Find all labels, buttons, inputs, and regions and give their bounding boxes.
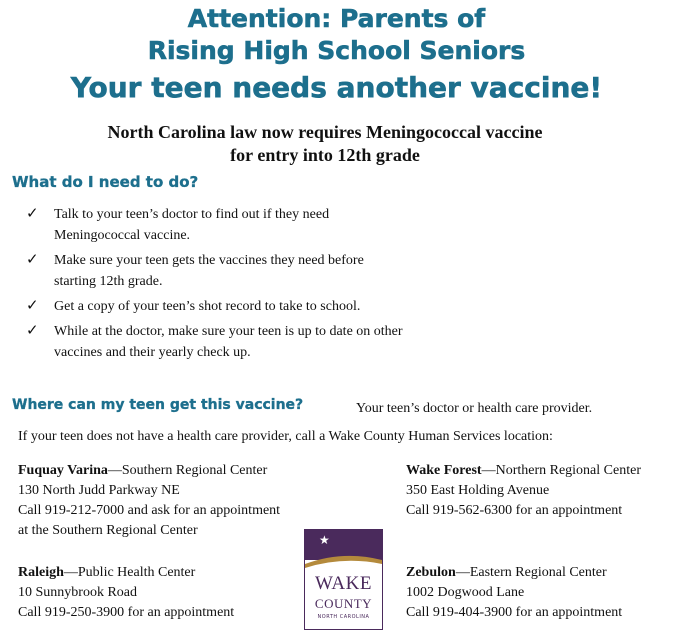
what-to-do-title: What do I need to do? xyxy=(12,173,199,191)
check-icon: ✓ xyxy=(26,321,39,339)
checklist-item xyxy=(24,296,404,317)
checklist xyxy=(24,204,404,367)
location-phone: Call 919-404-3900 for an appointment xyxy=(406,605,623,620)
check-icon: ✓ xyxy=(26,296,39,314)
checklist-item xyxy=(24,250,404,292)
location-address: 10 Sunnybrook Road xyxy=(18,585,137,600)
location-extra: at the Southern Regional Center xyxy=(18,523,198,538)
location-center: —Northern Regional Center xyxy=(481,463,641,478)
location-phone: Call 919-212-7000 and ask for an appointment xyxy=(18,503,281,518)
checklist-item-text: Talk to your teen’s doctor to find out if they need Meningococcal vaccine. xyxy=(54,207,330,243)
wake-county-logo xyxy=(304,529,383,630)
where-answer: Your teen’s doctor or health care provider. xyxy=(356,401,593,416)
checklist-item xyxy=(24,321,404,363)
location-heading xyxy=(406,563,622,583)
location-address: 350 East Holding Avenue xyxy=(406,483,550,498)
headline-line-1: Attention: Parents of xyxy=(187,4,486,33)
location-center: —Public Health Center xyxy=(63,565,196,580)
checklist-item xyxy=(24,204,404,246)
location-heading xyxy=(18,461,280,481)
location-name: Wake Forest xyxy=(406,463,482,478)
star-icon: ★ xyxy=(319,533,330,547)
where-title: Where can my teen get this vaccine? xyxy=(12,397,304,413)
location-heading xyxy=(406,461,641,481)
location-raleigh xyxy=(18,563,234,623)
checklist-item-text: Get a copy of your teen’s shot record to take to school. xyxy=(54,299,361,314)
logo-county-text: COUNTY xyxy=(314,596,373,611)
logo-wake-text: WAKE xyxy=(315,573,372,594)
logo-swoosh xyxy=(305,552,382,570)
headline-line-3: Your teen needs another vaccine! xyxy=(70,71,603,104)
subhead-line-1: North Carolina law now requires Meningococcal vaccine xyxy=(107,122,543,142)
subhead-line-2: for entry into 12th grade xyxy=(230,145,420,165)
location-address: 1002 Dogwood Lane xyxy=(406,585,525,600)
location-heading xyxy=(18,563,234,583)
location-center: —Eastern Regional Center xyxy=(455,565,607,580)
location-name: Raleigh xyxy=(18,565,64,580)
location-name: Zebulon xyxy=(406,565,456,580)
location-address: 130 North Judd Parkway NE xyxy=(18,483,180,498)
location-zebulon xyxy=(406,563,622,623)
location-phone: Call 919-250-3900 for an appointment xyxy=(18,605,235,620)
provider-intro: If your teen does not have a health care provider, call a Wake County Human Services location: xyxy=(18,429,553,444)
check-icon: ✓ xyxy=(26,204,39,222)
location-wake-forest xyxy=(406,461,641,521)
logo-state-text: NORTH CAROLINA xyxy=(317,614,370,620)
check-icon: ✓ xyxy=(26,250,39,268)
location-phone: Call 919-562-6300 for an appointment xyxy=(406,503,623,518)
checklist-item-text: While at the doctor, make sure your teen is up to date on other vaccines and their yearly check up. xyxy=(54,324,403,360)
headline-line-2: Rising High School Seniors xyxy=(147,36,526,65)
checklist-item-text: Make sure your teen gets the vaccines they need before starting 12th grade. xyxy=(54,253,364,289)
location-center: —Southern Regional Center xyxy=(107,463,268,478)
location-name: Fuquay Varina xyxy=(18,463,108,478)
location-fuquay-varina xyxy=(18,461,280,541)
